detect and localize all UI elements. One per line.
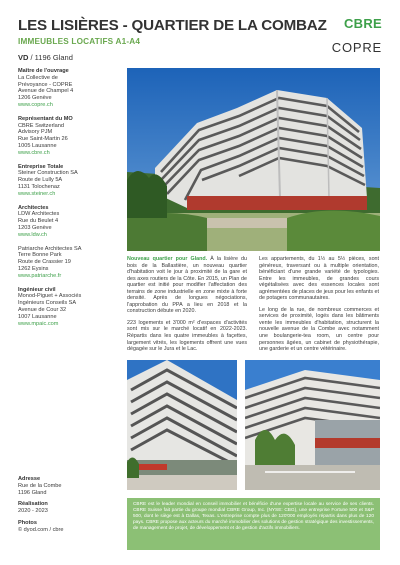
intro-paragraph (127, 256, 247, 315)
credit-heading: Ingénieur civil (18, 286, 56, 293)
fact-realisation (18, 501, 120, 515)
credit-line: Ingénieurs Conseils SA (18, 300, 77, 307)
credit-line: 1206 Genève (18, 95, 52, 102)
credit-line: Prévoyance - COPRE (18, 81, 73, 88)
credit-link[interactable]: www.steiner.ch (18, 190, 56, 197)
courtyard-photo (245, 360, 380, 490)
credit-line: Patriarche Architectes SA (18, 245, 82, 252)
main-building-photo (127, 68, 380, 251)
credit-block-owner (18, 68, 120, 109)
fact-photos (18, 520, 120, 534)
page-subtitle: IMMEUBLES LOCATIFS A1-A4 (18, 37, 141, 46)
credit-line: La Collective de (18, 74, 58, 81)
credit-line: 1007 Lausanne (18, 313, 57, 320)
street-paragraph: Le long de la rue, de nombreux commerces et services de proximité, logés dans les bâtiments vente les immeubles d'habitation, structurent la nouvelle avenue de la Combe avec notamment une boulangerie-tea room, un centre pour personnes âgées, un cabinet de physiothérapie, une garderie et un centre vétérinaire. (259, 306, 379, 353)
fact-address (18, 476, 120, 496)
credit-line: Steiner Construction SA (18, 170, 78, 177)
text-column-left (127, 256, 247, 358)
text-column-right (259, 256, 379, 358)
company-description-box (127, 498, 380, 550)
fact-line: Rue de la Combe (18, 482, 62, 489)
intro-text: À la lisière du bois de la Ballastière, un nouveau quartier d'habitation voit le jour à proximité de la gare et des axes routiers de la Côte. En 2015, un Plan de quartier est initié pour modifier l'affectation des terrains de zone industrielle en zone mixte à forte densité. Après de longues négociations, l'approbation du PPA a lieu en 2018 et la construction débute en 2020. (127, 256, 247, 315)
fact-heading: Réalisation (18, 501, 48, 508)
copre-logo: COPRE (331, 40, 382, 55)
credit-heading: Entreprise Totale (18, 163, 64, 170)
credit-line: Monod-Piguet + Associés (18, 293, 82, 300)
credit-block-engineer (18, 287, 120, 328)
lead-text: Nouveau quartier pour Gland. (127, 256, 208, 262)
fact-heading: Photos (18, 519, 37, 526)
facade-photo (127, 360, 237, 490)
credit-block-representative (18, 116, 120, 157)
credit-line: Avenue de Cour 32 (18, 306, 67, 313)
company-description: CBRE est le leader mondial en conseil immobilier et bénéficie d'une expertise locale au service de ses clients. CBRE Suisse fait partie du groupe mondial CBRE Group, Inc. (NYSE: CBG), une entreprise Fortune 500 et S&P 500, dont le siège est à Dallas, Texas. L'entreprise compte plus de 120'000 employés répartis dans plus de 120 pays. CBRE propose aux acteurs du marché immobilier des solutions de gestion stratégique des investissements, de management de projet, de développement et de gestion d'actifs immobiliers. (133, 502, 374, 532)
credit-heading: Représentant du MO (18, 115, 73, 122)
credit-block-architects-2 (18, 246, 120, 280)
cbre-logo: CBRE (343, 16, 382, 31)
credit-block-contractor (18, 164, 120, 198)
credit-link[interactable]: www.patriarche.fr (18, 272, 62, 279)
units-paragraph: 223 logements et 3'000 m² d'espaces d'activités sont mis sur le marché locatif en 2022-2023. Répartis dans les quatre immeubles à façettes, largement vitrés, les logements offrent une vues dégagée sur le Jura et le Lac. (127, 319, 247, 353)
credit-heading: Architectes (18, 204, 49, 211)
credit-line: 1005 Lausanne (18, 142, 57, 149)
credit-line: Route de Lully 5A (18, 177, 63, 184)
fact-line: 1196 Gland (18, 489, 47, 496)
page-title: LES LISIÈRES - QUARTIER DE LA COMBAZ (18, 17, 327, 34)
apartments-paragraph: Les appartements, du 1½ au 5½ pièces, sont généreux, traversant ou à multiple orientation, bénéficiant d'une grande variété de typologies. Entre les immeubles, de grandes cours végétalisées avec des essences locales sont agrémentées de places de jeux pour les enfants et de potagers communautaires. (259, 256, 379, 302)
canton-code: VD (18, 53, 29, 62)
credit-link[interactable]: www.copre.ch (18, 101, 53, 108)
credit-line: LDW Architectes (18, 211, 60, 218)
credit-link[interactable]: www.mpaic.com (18, 320, 59, 327)
location-line (18, 53, 73, 62)
credit-line: Route de Crassier 19 (18, 259, 71, 266)
credit-line: Avenue de Champel 4 (18, 88, 74, 95)
project-facts (18, 476, 120, 539)
credit-line: Terre Bonne Park (18, 252, 62, 259)
credit-block-architects (18, 205, 120, 239)
credit-line: Rue du Beulet 4 (18, 218, 59, 225)
credit-link[interactable]: www.cbre.ch (18, 149, 50, 156)
credit-line: CBRE Switzerland (18, 122, 65, 129)
credit-line: Rue Saint-Martin 26 (18, 136, 68, 143)
fact-heading: Adresse (18, 476, 41, 482)
credit-link[interactable]: www.ldw.ch (18, 231, 47, 238)
credit-line: Advisory PJM (18, 129, 53, 136)
credit-line: 1131 Tolochenaz (18, 183, 60, 190)
fact-line: © dyod.com / cbre (18, 526, 64, 533)
credit-line: 1262 Eysins (18, 265, 49, 272)
credits-sidebar (18, 68, 120, 548)
credit-line: 1203 Genève (18, 224, 52, 231)
header (18, 12, 382, 74)
fact-line: 2020 - 2023 (18, 508, 48, 515)
location-text: / 1196 Gland (28, 53, 73, 62)
credit-heading: Maître de l'ouvrage (18, 68, 69, 74)
